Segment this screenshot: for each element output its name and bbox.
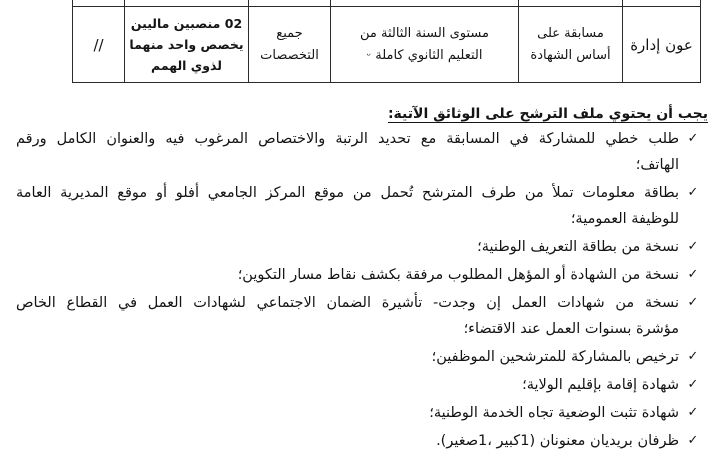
list-item [16,234,702,260]
list-item [16,180,702,232]
checkmark-icon: ✓ [687,377,699,392]
qualification-cell [331,7,519,83]
specialties-line-2: التخصصات [260,47,319,63]
document-line: نسخة من الشهادة أو المؤهل المطلوب مرفقة بكشف نقاط مسار التكوين؛ [237,267,679,283]
document-line: نسخة من شهادات العمل إن وجدت- تأشيرة الضمان الاجتماعي لشهادات العمل في القطاع الخاص [16,295,679,311]
list-item [16,344,702,370]
document-line: الهاتف؛ [635,157,679,173]
qualification-line-1: مستوى السنة الثالثة من [359,25,489,41]
document-line: شهادة تثبت الوضعية تجاه الخدمة الوطنية؛ [429,405,679,421]
document-text [16,262,679,288]
checkmark-icon: ✓ [687,239,699,254]
document-text [16,400,679,426]
specialties-line-1: جميع [276,25,303,41]
document-line: للوظيفة العمومية؛ [570,211,679,227]
recruitment-mode-cell [519,7,623,83]
list-item [16,290,702,342]
grade-text: عون إدارة [630,35,693,54]
document-text [16,344,679,370]
document-line: مؤشرة بسنوات العمل عند الاقتضاء؛ [463,321,679,337]
list-item [16,262,702,288]
documents-list [16,126,702,454]
document-text [16,428,679,454]
document-line: شهادة إقامة بإقليم الولاية؛ [522,377,679,393]
list-item [16,428,702,454]
checkmark-icon: ✓ [687,295,699,310]
checkmark-icon: ✓ [687,185,699,200]
checkmark-icon: ✓ [687,349,699,364]
documents-heading: يجب أن يحتوي ملف الترشح على الوثائق الآتية: [387,106,708,122]
document-line: ظرفان بريديان معنونان (1كبير ،1صغير). [436,433,679,449]
posts-line-3: لذوي الهمم [151,58,222,73]
table-row [73,7,701,83]
qualification-mark: ᵕ [366,48,372,62]
checkmark-icon: ✓ [687,405,699,420]
list-item [16,400,702,426]
document-line: ترخيص بالمشاركة للمترشحين الموظفين؛ [431,349,679,365]
notes-cell [73,7,125,83]
recruitment-table [72,0,701,83]
checkmark-icon: ✓ [687,131,699,146]
document-line: بطاقة معلومات تملأ من طرف المترشح تُحمل من موقع المركز الجامعي أفلو أو موقع المديرية العامة [16,185,679,201]
document-text [16,126,679,178]
posts-line-2: يخصص واحد منهما [129,37,244,52]
checkmark-icon: ✓ [687,433,699,448]
document-text [16,290,679,342]
document-line: نسخة من بطاقة التعريف الوطنية؛ [477,239,679,255]
qualification-line-2 [335,45,514,67]
document-text [16,372,679,398]
document-text [16,180,679,232]
document-line: طلب خطي للمشاركة في المسابقة مع تحديد الرتبة والاختصاص المرغوب فيه والعنوان الكامل ورقم [16,131,679,147]
list-item [16,126,702,178]
specialties-cell [249,7,331,83]
recruitment-mode-line-1: مسابقة على [537,25,604,41]
posts-cell [125,7,249,83]
list-item [16,372,702,398]
grade-cell [623,7,701,83]
qualification-line-2-text: التعليم الثانوي كاملة [375,47,483,63]
recruitment-mode-line-2: أساس الشهادة [530,47,611,63]
posts-line-1: 02 منصبين ماليين [130,16,243,31]
checkmark-icon: ✓ [687,267,699,282]
notes-text: // [93,35,104,54]
document-text [16,234,679,260]
